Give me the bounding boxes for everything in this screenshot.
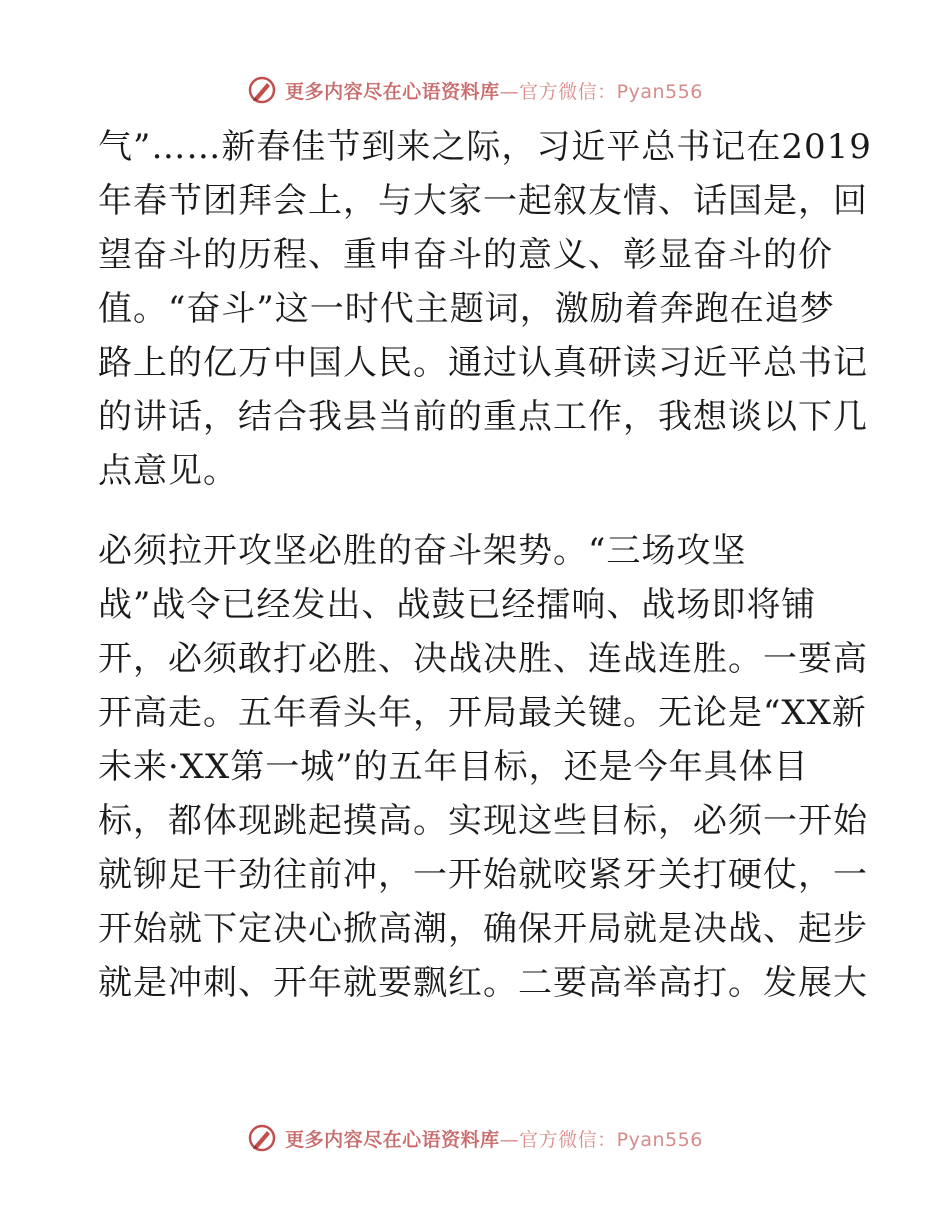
text-line: 战”战令已经发出、战鼓已经擂响、战场即将铺	[98, 585, 817, 625]
paragraph-2	[98, 524, 868, 1010]
footer-site-text: 更多内容尽在心语资料库	[285, 1128, 500, 1151]
text-line: 年春节团拜会上，与大家一起叙友情、话国是，回	[98, 181, 868, 221]
text-line: 路上的亿万中国人民。通过认真研读习近平总书记	[98, 343, 868, 383]
header-banner-text	[285, 77, 703, 104]
footer-contact-text: 官方微信：Pyan556	[519, 1128, 703, 1151]
header-contact-text: 官方微信：Pyan556	[519, 80, 703, 103]
header-banner	[0, 70, 950, 110]
text-line: 就是冲刺、开年就要飘红。二要高举高打。发展大	[98, 963, 868, 1003]
text-line: 望奋斗的历程、重申奋斗的意义、彰显奋斗的价	[98, 235, 833, 275]
text-line: 未来·XX第一城”的五年目标，还是今年具体目	[98, 747, 809, 787]
text-line: 标，都体现跳起摸高。实现这些目标，必须一开始	[98, 801, 868, 841]
footer-banner	[0, 1118, 950, 1158]
text-line: 开始就下定决心掀高潮，确保开局就是决战、起步	[98, 909, 868, 949]
footer-dash: —	[499, 1128, 520, 1151]
text-line: 点意见。	[98, 451, 238, 491]
paragraph-gap	[98, 498, 868, 524]
logo-pen-icon	[247, 75, 277, 105]
text-line: 就铆足干劲往前冲，一开始就咬紧牙关打硬仗，一	[98, 855, 868, 895]
paragraph-1	[98, 120, 872, 498]
footer-banner-text	[285, 1125, 703, 1152]
text-line: 开高走。五年看头年，开局最关键。无论是“XX新	[98, 693, 867, 733]
header-dash: —	[499, 80, 520, 103]
header-site-text: 更多内容尽在心语资料库	[285, 80, 500, 103]
text-line: 开，必须敢打必胜、决战决胜、连战连胜。一要高	[98, 639, 868, 679]
document-body	[98, 120, 872, 1010]
text-line: 值。“奋斗”这一时代主题词，激励着奔跑在追梦	[98, 289, 835, 329]
text-line: 气”……新春佳节到来之际，习近平总书记在2019	[98, 127, 872, 167]
text-line: 的讲话，结合我县当前的重点工作，我想谈以下几	[98, 397, 868, 437]
text-line: 必须拉开攻坚必胜的奋斗架势。“三场攻坚	[98, 531, 747, 571]
logo-pen-icon	[247, 1123, 277, 1153]
